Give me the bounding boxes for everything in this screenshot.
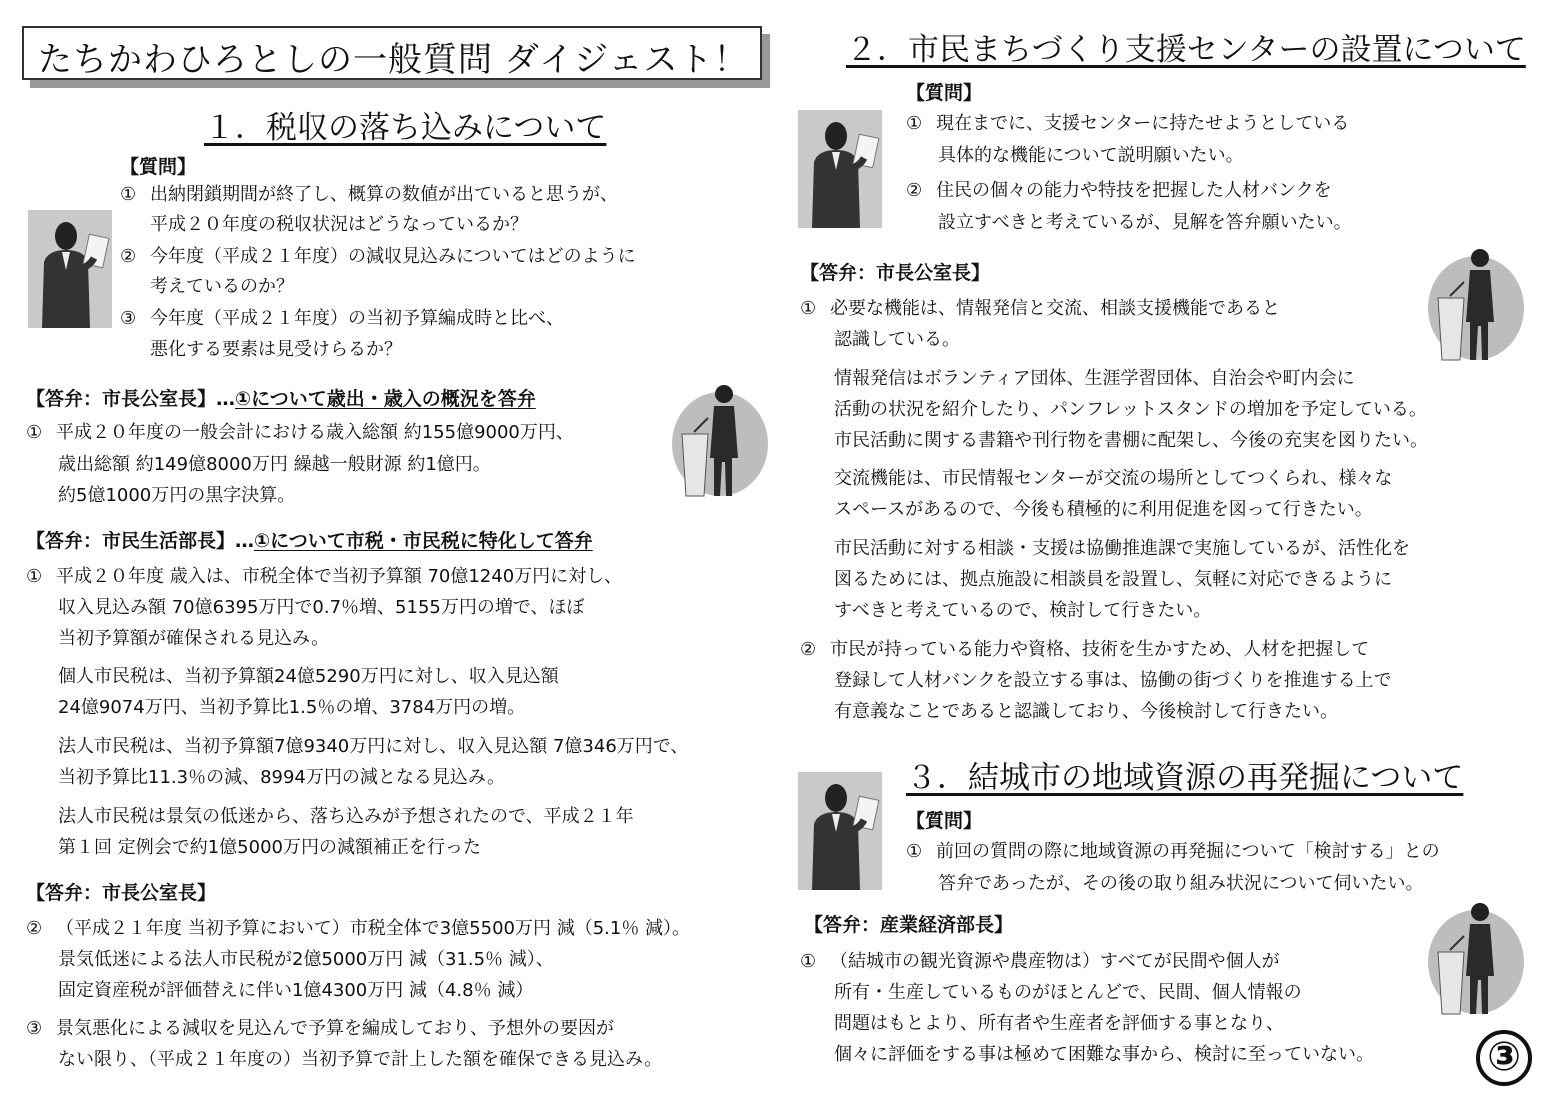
s3-answer-label: 【答弁：産業経済部長】 [804,914,1014,936]
s2-q1-num: ① [906,113,923,134]
s1-a2-line3: 当初予算額が確保される見込み。 [58,628,330,649]
s2-a1-num: ① [800,298,817,319]
s2-p3-line2: 図るためには、拠点施設に相談員を設置し、気軽に対応できるように [834,569,1392,590]
s2-a2-num: ② [800,639,817,660]
s2-question-label: 【質問】 [906,82,983,104]
s1-answer3-label: 【答弁：市長公室長】 [26,882,217,904]
s1-a2-num: ① [26,566,43,587]
s1-q2-text1: 今年度（平成２１年度）の減収見込みについてはどのように [150,246,636,267]
s3-a1-line3: 問題はもとより、所有者や生産者を評価する事となり、 [834,1013,1284,1034]
s2-a2-line2: 登録して人材バンクを設立する事は、協働の街づくりを推進する上で [834,670,1392,691]
s1-a1-label-text: 【答弁：市長公室長】… [26,388,236,410]
s3-a1-text1: （結城市の観光資源や農産物は）すべてが民間や個人が [830,951,1280,972]
s2-q1-line1 [906,115,1349,133]
s1-answer2-label [26,526,593,553]
s1-a3-2-text1: 景気悪化による減収を見込んで予算を編成しており、予想外の要因が [56,1018,614,1039]
speaker-reading-image [798,110,882,228]
s1-a2-label-text: 【答弁：市民生活部長】… [26,530,255,552]
s1-a3-1-line2: 景気低迷による法人市民税が2億5000万円 減（31.5％ 減）、 [58,949,554,970]
s2-q2-num: ② [906,180,923,201]
s1-answer1-label [26,384,536,411]
s1-a3-2-line1 [26,1020,614,1038]
s3-q1-num: ① [906,841,923,862]
s2-p1-line1: 情報発信はボランティア団体、生涯学習団体、自治会や町内会に [834,368,1355,389]
s1-a2-p4-line2: 第１回 定例会で約1億5000万円の減額補正を行った [58,837,481,858]
s1-a1-text1: 平成２０年度の一般会計における歳入総額 約155億9000万円、 [56,422,574,443]
speaker-podium-image [668,378,772,500]
s1-a1-line2: 歳出総額 約149億8000万円 繰越一般財源 約1億円。 [58,454,491,475]
s1-question-label: 【質問】 [120,156,197,178]
s1-a1-line3: 約5億1000万円の黒字決算。 [58,485,296,506]
speaker-podium-image [1424,896,1528,1018]
s1-q1-line2: 平成２０年度の税収状況はどうなっているか？ [150,214,528,235]
s2-q1-line2: 具体的な機能について説明願いたい。 [938,145,1244,166]
s2-p1-line3: 市民活動に関する書籍や刊行物を書棚に配架し、今後の充実を図りたい。 [834,430,1428,451]
s3-a1-num: ① [800,951,817,972]
s1-q2-line2: 考えているのか？ [150,276,294,297]
s2-p3-line1: 市民活動に対する相談・支援は協働推進課で実施しているが、活性化を [834,538,1410,559]
section1-heading: １．税収の落ち込みについて [204,110,607,146]
s2-a1-text1: 必要な機能は、情報発信と交流、相談支援機能であると [830,298,1280,319]
s1-q1-num: ① [120,184,137,205]
s1-q3-line2: 悪化する要素は見受けらるか？ [150,339,402,360]
s2-p3-line3: すべきと考えているので、検討して行きたい。 [834,600,1212,621]
s1-q2-num: ② [120,246,137,267]
s3-question-label: 【質問】 [906,810,983,832]
s3-q1-line2: 答弁であったが、その後の取り組み状況について伺いたい。 [938,873,1424,894]
s2-a1-line2: 認識している。 [834,329,960,350]
s2-a2-line3: 有意義なことであると認識しており、今後検討して行きたい。 [834,701,1338,722]
s3-a1-line1 [800,953,1280,971]
s1-q3-text1: 今年度（平成２１年度）の当初予算編成時と比べ、 [150,308,564,329]
s1-a2-label-topic: ①について市税・市民税に特化して答弁 [254,530,593,552]
s1-a1-label-topic: ①について歳出・歳入の概況を答弁 [235,388,536,410]
s1-a2-p2-line2: 24億9074万円、当初予算比1.5％の増、3784万円の増。 [58,697,526,718]
s2-q2-text1: 住民の個々の能力や特技を把握した人材バンクを [936,180,1332,201]
s1-a3-1-text1: （平成２１年度 当初予算において）市税全体で3億5500万円 減（5.1％ 減）。 [56,918,691,939]
s1-a3-1-line1 [26,920,690,938]
s3-a1-line4: 個々に評価をする事は極めて困難な事から、検討に至っていない。 [834,1044,1374,1065]
s1-q2-line1 [120,248,636,266]
page-title: たちかわひろとしの一般質問 ダイジェスト！ [38,40,749,80]
s1-q1-line1 [120,186,618,204]
s1-a3-2-num: ③ [26,1018,43,1039]
s1-a3-1-line3: 固定資産税が評価替えに伴い1億4300万円 減（4.8％ 減） [58,980,534,1001]
s1-a2-p3-line1: 法人市民税は、当初予算額7億9340万円に対し、収入見込額 7億346万円で、 [58,736,689,757]
s2-p1-line2: 活動の状況を紹介したり、パンフレットスタンドの増加を予定している。 [834,399,1427,420]
section2-heading: ２．市民まちづくり支援センターの設置について [846,32,1526,68]
s1-a1-line1 [26,424,574,442]
s1-q1-text1: 出納閉鎖期間が終了し、概算の数値が出ていると思うが、 [150,184,618,205]
s1-a2-line2: 収入見込み額 70億6395万円で0.7％増、5155万円の増で、ほぼ [58,597,585,618]
speaker-reading-image [28,210,112,328]
s1-a3-2-line2: ない限り、（平成２１年度の）当初予算で計上した額を確保できる見込み。 [58,1049,663,1070]
s3-q1-text1: 前回の質問の際に地域資源の再発掘について「検討する」との [936,841,1440,862]
s2-q2-line2: 設立すべきと考えているが、見解を答弁願いたい。 [938,212,1352,233]
s2-q2-line1 [906,182,1332,200]
speaker-reading-image [798,772,882,890]
s1-a1-num: ① [26,422,43,443]
s2-a2-text1: 市民が持っている能力や資格、技術を生かすため、人材を把握して [830,639,1370,660]
s1-a2-p3-line2: 当初予算比11.3％の減、8994万円の減となる見込み。 [58,767,505,788]
speaker-podium-image [1424,242,1528,364]
s2-p2-line2: スペースがあるので、今後も積極的に利用促進を図って行きたい。 [834,499,1373,520]
page-number: ③ [1476,1030,1532,1086]
s1-a3-1-num: ② [26,918,43,939]
s1-a2-text1: 平成２０年度 歳入は、市税全体で当初予算額 70億1240万円に対し、 [56,566,623,587]
s1-a2-p2-line1: 個人市民税は、当初予算額24億5290万円に対し、収入見込額 [58,666,559,687]
s2-a2-line1 [800,641,1369,659]
s1-q3-line1 [120,310,564,328]
s1-q3-num: ③ [120,308,137,329]
s3-a1-line2: 所有・生産しているものがほとんどで、民間、個人情報の [834,982,1302,1003]
s2-q1-text1: 現在までに、支援センターに持たせようとしている [936,113,1350,134]
s1-a2-line1 [26,568,622,586]
s3-q1-line1 [906,843,1440,861]
s2-answer-label: 【答弁：市長公室長】 [800,262,991,284]
s2-p2-line1: 交流機能は、市民情報センターが交流の場所としてつくられ、様々な [834,468,1393,489]
s1-a2-p4-line1: 法人市民税は景気の低迷から、落ち込みが予想されたので、平成２１年 [58,806,634,827]
s2-a1-line1 [800,300,1280,318]
title-box [22,26,762,80]
section3-heading: ３．結城市の地域資源の再発掘について [906,760,1464,796]
